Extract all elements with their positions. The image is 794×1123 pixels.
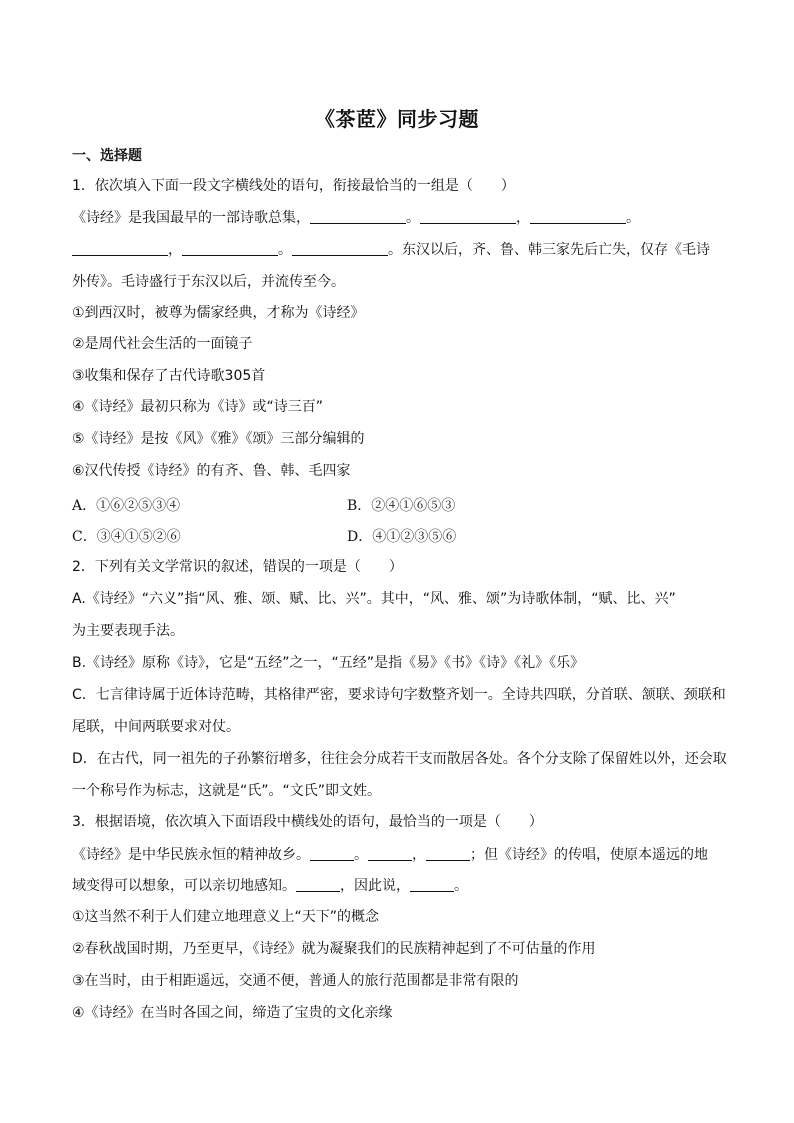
answer-blank [530,209,626,224]
answer-blank [368,846,412,861]
question-3-item: ④《诗经》在当时各国之间，缔造了宝贵的文化亲缘 [72,1005,393,1021]
question-3-stem: 3．根据语境，依次填入下面语段中横线处的语句，最恰当的一项是（ ） [72,814,543,830]
question-2-option-a: A.《诗经》“六义”指“风、雅、颂、赋、比、兴”。其中，“风、雅、颂”为诗歌体制，“赋、比、兴” [72,591,676,607]
answer-blank [182,241,278,256]
question-1-item: ④《诗经》最初只称为《诗》或“诗三百” [72,399,324,415]
question-1-item: ⑤《诗经》是按《风》《雅》《颂》三部分编辑的 [72,431,365,447]
answer-blank [426,846,470,861]
question-2-option-c-cont: 尾联，中间两联要求对仗。 [72,719,240,735]
answer-blank [296,877,340,892]
question-1-option-b: B．②④①⑥⑤③ [347,498,456,514]
question-3-passage-line-2: 域变得可以想象，可以亲切地感知。 ，因此说， 。 [72,878,468,894]
question-1-stem: 1．依次填入下面一段文字横线处的语句，衔接最恰当的一组是（ ） [72,178,515,194]
answer-blank [410,877,454,892]
question-2-option-d-cont: 一个称号作为标志，这就是“氏”。“文氏”即文姓。 [72,783,382,799]
answer-blank [72,241,168,256]
question-1-item: ⑥汉代传授《诗经》的有齐、鲁、韩、毛四家 [72,463,351,479]
question-1-item: ②是周代社会生活的一面镜子 [72,336,253,352]
answer-blank [310,846,354,861]
question-3-passage-line-1: 《诗经》是中华民族永恒的精神故乡。 。 ， ；但《诗经》的传唱，使原本遥远的地 [72,847,708,863]
question-2-option-a-cont: 为主要表现手法。 [72,623,184,639]
answer-blank [420,209,516,224]
answer-blank [292,241,388,256]
question-1-option-d: D．④①②③⑤⑥ [347,529,457,545]
question-1-passage-line-2: ， 。 。东汉以后，齐、鲁、韩三家先后亡失，仅存《毛诗 [72,240,710,260]
section-heading: 一、选择题 [72,148,142,164]
question-1-option-a: A．①⑥②⑤③④ [72,498,181,514]
question-2-option-b: B.《诗经》原称《诗》，它是“五经”之一，“五经”是指《易》《书》《诗》《礼》《乐》 [72,655,585,671]
question-2-option-d: D．在古代，同一祖先的子孙繁衍增多，往往会分成若干支而散居各处。各个分支除了保留姓以外，还会取 [72,751,727,767]
page-title: 《茶茝》同步习题 [315,107,479,131]
question-3-item: ③在当时，由于相距遥远，交通不便，普通人的旅行范围都是非常有限的 [72,973,519,989]
question-2-option-c: C．七言律诗属于近体诗范畴，其格律严密，要求诗句字数整齐划一。全诗共四联，分首联、颔联、颈联和 [72,687,726,703]
answer-blank [310,209,406,224]
question-2-stem: 2．下列有关文学常识的叙述，错误的一项是（ ） [72,559,403,575]
question-3-item: ②春秋战国时期，乃至更早，《诗经》就为凝聚我们的民族精神起到了不可估量的作用 [72,941,596,957]
question-1-item: ①到西汉时，被尊为儒家经典，才称为《诗经》 [72,305,365,321]
question-1-passage-line-3: 外传》。毛诗盛行于东汉以后，并流传至今。 [72,274,345,290]
question-1-passage-line-1: 《诗经》是我国最早的一部诗歌总集， 。 ， 。 [72,210,640,226]
question-3-item: ①这当然不利于人们建立地理意义上“天下”的概念 [72,909,380,925]
question-1-item: ③收集和保存了古代诗歌305首 [72,368,266,384]
question-1-option-c: C．③④①⑤②⑥ [72,529,181,545]
